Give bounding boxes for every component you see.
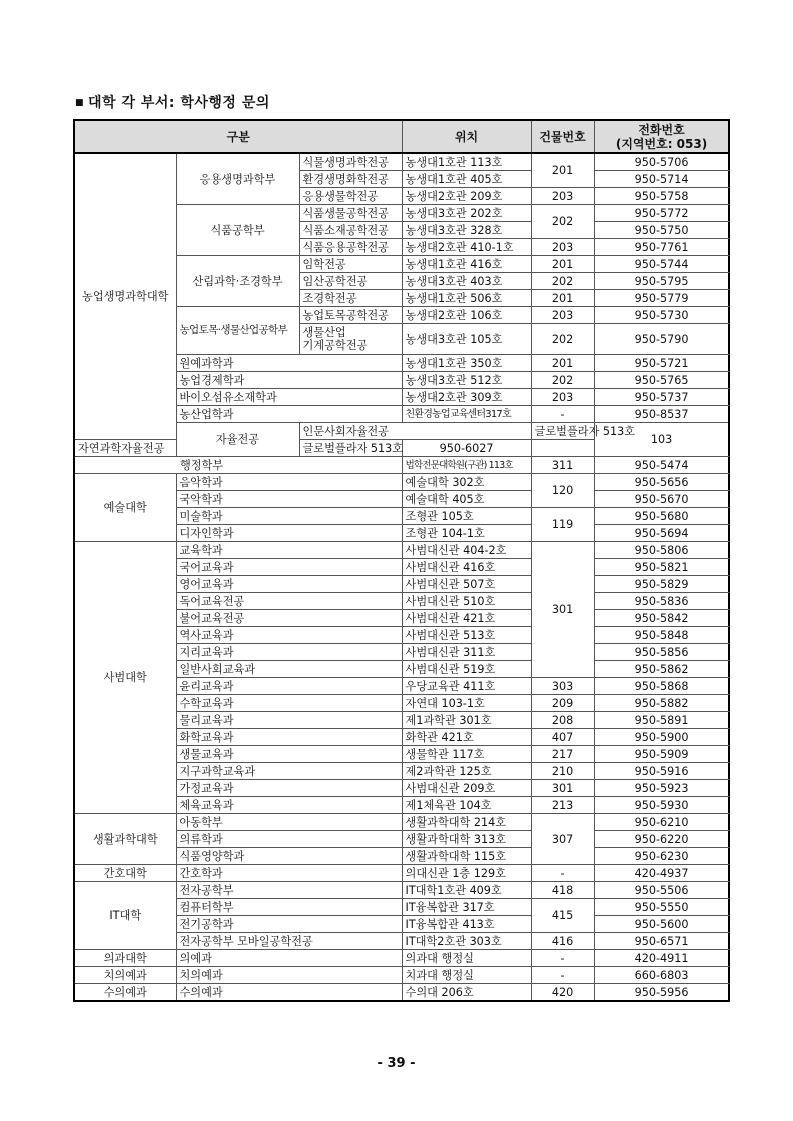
location-cell: 사범대신관 519호 xyxy=(402,661,531,678)
phone-cell: 660-6803 xyxy=(594,967,729,984)
location-cell: 생활과학대학 313호 xyxy=(402,831,531,848)
dept-cell: 미술학과 xyxy=(176,508,402,525)
phone-cell: 950-5758 xyxy=(594,188,729,205)
building-cell: 311 xyxy=(531,457,594,474)
dept-cell: 교육학과 xyxy=(176,542,402,559)
phone-cell: 950-5806 xyxy=(594,542,729,559)
major-cell: 식품응용공학전공 xyxy=(299,239,402,256)
square-bullet-icon: ■ xyxy=(75,98,85,108)
building-cell: 203 xyxy=(531,239,594,256)
location-cell: 생활과학대학 115호 xyxy=(402,848,531,865)
college-cell: 농업생명과학대학 xyxy=(74,153,176,440)
major-cell: 식품생물공학전공 xyxy=(299,205,402,222)
college-cell: 생활과학대학 xyxy=(74,814,176,865)
phone-cell: 950-5706 xyxy=(594,153,729,171)
dept-cell: 체육교육과 xyxy=(176,797,402,814)
phone-cell: 950-5829 xyxy=(594,576,729,593)
dept-cell: 국악학과 xyxy=(176,491,402,508)
location-cell: 농생대3호관 512호 xyxy=(402,372,531,389)
major-cell: 식품소재공학전공 xyxy=(299,222,402,239)
building-cell: 103 xyxy=(594,423,729,457)
phone-cell: 950-5750 xyxy=(594,222,729,239)
location-cell: 농생대3호관 403호 xyxy=(402,273,531,290)
dept-cell: 불어교육전공 xyxy=(176,610,402,627)
dept-cell: 농산업학과 xyxy=(176,406,402,423)
phone-cell: 950-5772 xyxy=(594,205,729,222)
location-cell: 화학관 421호 xyxy=(402,729,531,746)
location-cell: 농생대2호관 410-1호 xyxy=(402,239,531,256)
college-cell: 자율전공 xyxy=(176,423,299,457)
phone-cell: 420-4937 xyxy=(594,865,729,882)
dept-cell: 수의예과 xyxy=(176,984,402,1002)
table-row xyxy=(74,814,729,831)
location-cell: 제2과학관 125호 xyxy=(402,763,531,780)
building-cell: 202 xyxy=(531,273,594,290)
college-cell: 의과대학 xyxy=(74,950,176,967)
location-cell: 농생대2호관 309호 xyxy=(402,389,531,406)
location-cell: 농생대1호관 350호 xyxy=(402,355,531,372)
dept-cell: 일반사회교육과 xyxy=(176,661,402,678)
location-cell: 의대신관 1층 129호 xyxy=(402,865,531,882)
building-cell: 217 xyxy=(531,746,594,763)
location-cell: 제1과학관 301호 xyxy=(402,712,531,729)
phone-cell: 950-5956 xyxy=(594,984,729,1002)
location-cell: 사범대신관 416호 xyxy=(402,559,531,576)
dept-cell: 화학교육과 xyxy=(176,729,402,746)
phone-cell: 950-6571 xyxy=(594,933,729,950)
phone-cell: 950-5656 xyxy=(594,474,729,491)
phone-cell: 950-5721 xyxy=(594,355,729,372)
dept-cell: 음악학과 xyxy=(176,474,402,491)
major-cell: 임산공학전공 xyxy=(299,273,402,290)
dept-cell: 전자공학부 모바일공학전공 xyxy=(176,933,402,950)
building-cell: 119 xyxy=(531,508,594,542)
major-cell: 환경생명화학전공 xyxy=(299,171,402,188)
building-cell: 416 xyxy=(531,933,594,950)
dept-cell: 국어교육과 xyxy=(176,559,402,576)
college-cell: 사범대학 xyxy=(74,542,176,814)
dept-cell: 간호학과 xyxy=(176,865,402,882)
location-cell: 의과대 행정실 xyxy=(402,950,531,967)
phone-cell: 950-5744 xyxy=(594,256,729,273)
location-cell: 수의대 206호 xyxy=(402,984,531,1002)
phone-cell: 950-5882 xyxy=(594,695,729,712)
phone-cell: 950-7761 xyxy=(594,239,729,256)
college-cell: 간호대학 xyxy=(74,865,176,882)
header-building: 건물번호 xyxy=(531,120,594,153)
dept-cell: 수학교육과 xyxy=(176,695,402,712)
phone-cell: 950-5779 xyxy=(594,290,729,307)
location-cell: 법학전문대학원(구관) 113호 xyxy=(402,457,531,474)
table-row xyxy=(74,474,729,491)
phone-cell: 950-5821 xyxy=(594,559,729,576)
phone-cell: 950-5550 xyxy=(594,899,729,916)
college-cell: IT대학 xyxy=(74,882,176,950)
building-cell: 201 xyxy=(531,355,594,372)
dept-cell: 치의예과 xyxy=(176,967,402,984)
table-header-row xyxy=(74,120,729,153)
phone-cell: 950-5842 xyxy=(594,610,729,627)
location-cell: 예술대학 405호 xyxy=(402,491,531,508)
major-cell: 임학전공 xyxy=(299,256,402,273)
phone-cell: 950-5862 xyxy=(594,661,729,678)
location-cell: 사범대신관 404-2호 xyxy=(402,542,531,559)
location-cell: 생활과학대학 214호 xyxy=(402,814,531,831)
location-cell: IT융복합관 317호 xyxy=(402,899,531,916)
phone-cell: 950-5714 xyxy=(594,171,729,188)
phone-cell: 950-5848 xyxy=(594,627,729,644)
phone-cell: 950-5868 xyxy=(594,678,729,695)
dept-cell: 아동학부 xyxy=(176,814,402,831)
phone-cell: 950-5694 xyxy=(594,525,729,542)
dept-cell: 지구과학교육과 xyxy=(176,763,402,780)
building-cell: - xyxy=(531,950,594,967)
location-cell: 사범대신관 513호 xyxy=(402,627,531,644)
location-cell: IT대학2호관 303호 xyxy=(402,933,531,950)
college-cell: 수의예과 xyxy=(74,984,176,1002)
building-cell: 301 xyxy=(531,542,594,678)
dept-cell: 독어교육전공 xyxy=(176,593,402,610)
phone-cell: 950-5900 xyxy=(594,729,729,746)
building-cell: 303 xyxy=(531,678,594,695)
table-row xyxy=(74,865,729,882)
table-row xyxy=(74,950,729,967)
header-category: 구분 xyxy=(74,120,402,153)
dept-cell: 농업토목·생물산업공학부 xyxy=(176,307,299,355)
building-cell: 203 xyxy=(531,188,594,205)
location-cell: 글로벌플라자 513호 xyxy=(531,423,594,440)
major-cell: 식물생명과학전공 xyxy=(299,153,402,171)
phone-cell: 950-6230 xyxy=(594,848,729,865)
building-cell: 213 xyxy=(531,797,594,814)
dept-cell: 바이오섬유소재학과 xyxy=(176,389,402,406)
major-cell: 조경학전공 xyxy=(299,290,402,307)
dept-cell: 가정교육과 xyxy=(176,780,402,797)
location-cell: 농생대1호관 506호 xyxy=(402,290,531,307)
phone-cell: 950-6220 xyxy=(594,831,729,848)
table-row xyxy=(74,967,729,984)
dept-cell: 식품영양학과 xyxy=(176,848,402,865)
phone-cell: 950-5737 xyxy=(594,389,729,406)
building-cell: 202 xyxy=(531,205,594,239)
location-cell: 제1체육관 104호 xyxy=(402,797,531,814)
phone-cell: 950-5670 xyxy=(594,491,729,508)
building-cell: 307 xyxy=(531,814,594,865)
contact-table xyxy=(73,119,730,1002)
major-cell: 응용생물학전공 xyxy=(299,188,402,205)
dept-cell: 응용생명과학부 xyxy=(176,153,299,205)
dept-cell: 자연과학자율전공 xyxy=(74,440,299,457)
phone-cell: 950-6210 xyxy=(594,814,729,831)
location-cell: 우당교육관 411호 xyxy=(402,678,531,695)
phone-cell: 950-5923 xyxy=(594,780,729,797)
dept-cell: 의류학과 xyxy=(176,831,402,848)
location-cell: 농생대2호관 209호 xyxy=(402,188,531,205)
phone-cell: 950-5909 xyxy=(594,746,729,763)
phone-cell: 950-6027 xyxy=(402,440,531,457)
location-cell: 글로벌플라자 513호 xyxy=(299,440,402,457)
location-cell: 농생대1호관 405호 xyxy=(402,171,531,188)
building-cell: 120 xyxy=(531,474,594,508)
building-cell: 418 xyxy=(531,882,594,899)
location-cell: 사범대신관 209호 xyxy=(402,780,531,797)
building-cell: 201 xyxy=(531,256,594,273)
location-cell: 사범대신관 510호 xyxy=(402,593,531,610)
table-row xyxy=(74,882,729,899)
dept-cell: 역사교육과 xyxy=(176,627,402,644)
location-cell: 자연대 103-1호 xyxy=(402,695,531,712)
location-cell: 사범대신관 311호 xyxy=(402,644,531,661)
dept-cell: 의예과 xyxy=(176,950,402,967)
location-cell: 사범대신관 421호 xyxy=(402,610,531,627)
table-row xyxy=(74,542,729,559)
building-cell: 203 xyxy=(531,307,594,324)
location-cell: 친환경농업교육센터317호 xyxy=(402,406,531,423)
header-location: 위치 xyxy=(402,120,531,153)
building-cell: 202 xyxy=(531,372,594,389)
dept-cell: 농업경제학과 xyxy=(176,372,402,389)
location-cell: IT대학1호관 409호 xyxy=(402,882,531,899)
location-cell: IT융복합관 413호 xyxy=(402,916,531,933)
dept-cell: 식품공학부 xyxy=(176,205,299,256)
dept-cell: 컴퓨터학부 xyxy=(176,899,402,916)
dept-cell: 산림과학·조경학부 xyxy=(176,256,299,307)
table-row xyxy=(74,984,729,1002)
dept-cell: 원예과학과 xyxy=(176,355,402,372)
dept-cell: 영어교육과 xyxy=(176,576,402,593)
dept-cell: 물리교육과 xyxy=(176,712,402,729)
dept-cell: 전자공학부 xyxy=(176,882,402,899)
location-cell: 농생대3호관 328호 xyxy=(402,222,531,239)
college-cell: 치의예과 xyxy=(74,967,176,984)
phone-cell: 950-5891 xyxy=(594,712,729,729)
phone-cell: 950-5474 xyxy=(594,457,729,474)
table-row xyxy=(74,457,729,474)
phone-cell: 950-5506 xyxy=(594,882,729,899)
college-cell: 예술대학 xyxy=(74,474,176,542)
phone-cell: 950-5795 xyxy=(594,273,729,290)
college-cell: 행정학부 xyxy=(74,457,402,474)
page-title xyxy=(75,92,270,112)
page-title-text: 대학 각 부서: 학사행정 문의 xyxy=(88,95,270,111)
location-cell: 조형관 104-1호 xyxy=(402,525,531,542)
location-cell: 사범대신관 507호 xyxy=(402,576,531,593)
building-cell: 415 xyxy=(531,899,594,933)
dept-cell: 전기공학과 xyxy=(176,916,402,933)
location-cell: 농생대1호관 113호 xyxy=(402,153,531,171)
building-cell: 301 xyxy=(531,780,594,797)
building-cell: 202 xyxy=(531,324,594,355)
page-number: - 39 - xyxy=(377,1056,416,1071)
phone-cell: 950-5916 xyxy=(594,763,729,780)
location-cell: 생물학관 117호 xyxy=(402,746,531,763)
building-cell: - xyxy=(531,967,594,984)
building-cell: - xyxy=(531,406,594,423)
building-cell: 203 xyxy=(531,389,594,406)
phone-cell: 950-8537 xyxy=(594,406,729,423)
dept-cell: 생물교육과 xyxy=(176,746,402,763)
phone-cell: 950-5836 xyxy=(594,593,729,610)
building-cell: 201 xyxy=(531,290,594,307)
building-cell: - xyxy=(531,865,594,882)
phone-cell: 950-5730 xyxy=(594,307,729,324)
dept-cell: 디자인학과 xyxy=(176,525,402,542)
location-cell: 농생대2호관 106호 xyxy=(402,307,531,324)
phone-cell: 950-5856 xyxy=(594,644,729,661)
building-cell: 209 xyxy=(531,695,594,712)
table-row xyxy=(74,153,729,171)
location-cell: 예술대학 302호 xyxy=(402,474,531,491)
location-cell: 농생대1호관 416호 xyxy=(402,256,531,273)
phone-cell: 950-5765 xyxy=(594,372,729,389)
location-cell: 치과대 행정실 xyxy=(402,967,531,984)
phone-cell: 950-5680 xyxy=(594,508,729,525)
dept-cell: 윤리교육과 xyxy=(176,678,402,695)
building-cell: 210 xyxy=(531,763,594,780)
location-cell: 농생대3호관 202호 xyxy=(402,205,531,222)
phone-cell: 950-5930 xyxy=(594,797,729,814)
major-cell: 농업토목공학전공 xyxy=(299,307,402,324)
dept-cell: 지리교육과 xyxy=(176,644,402,661)
building-cell: 407 xyxy=(531,729,594,746)
building-cell: 420 xyxy=(531,984,594,1002)
location-cell: 조형관 105호 xyxy=(402,508,531,525)
phone-cell: 950-5600 xyxy=(594,916,729,933)
building-cell: 201 xyxy=(531,153,594,188)
header-phone: 전화번호 (지역번호: 053) xyxy=(594,120,729,153)
phone-cell: 420-4911 xyxy=(594,950,729,967)
major-cell: 생물산업 기계공학전공 xyxy=(299,324,402,355)
dept-cell: 인문사회자율전공 xyxy=(299,423,531,440)
location-cell: 농생대3호관 105호 xyxy=(402,324,531,355)
phone-cell: 950-5790 xyxy=(594,324,729,355)
building-cell: 208 xyxy=(531,712,594,729)
